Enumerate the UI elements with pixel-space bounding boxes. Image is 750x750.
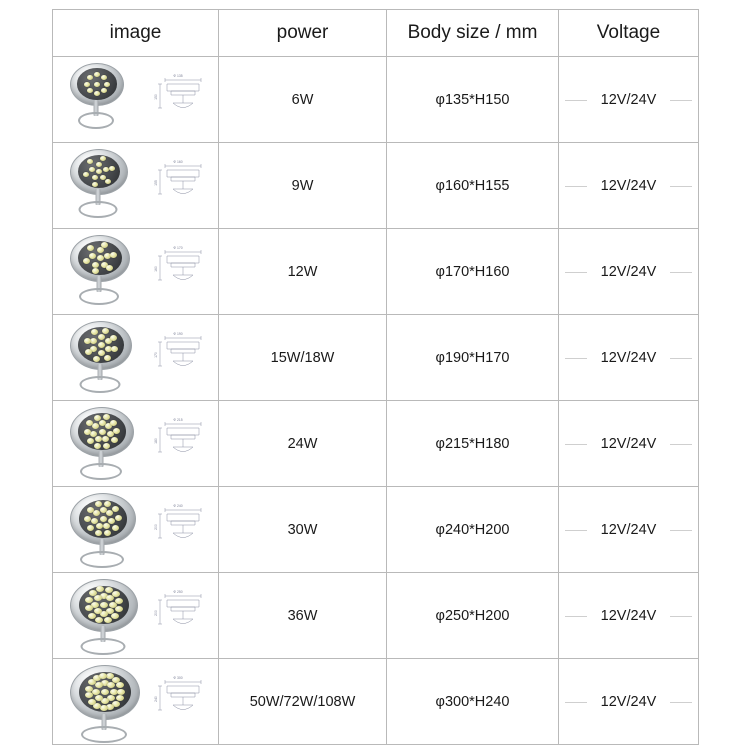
- led-dot: [115, 598, 123, 604]
- svg-text:Φ 215: Φ 215: [173, 417, 183, 422]
- led-dot: [112, 591, 120, 597]
- led-array: [71, 666, 139, 719]
- led-dot: [106, 265, 113, 271]
- product-spec-table: [52, 9, 699, 745]
- led-dot: [90, 338, 97, 344]
- led-dot: [97, 255, 104, 261]
- voltage-cell: [559, 315, 699, 401]
- led-dot: [101, 689, 109, 695]
- column-header-power: power: [219, 10, 387, 57]
- underwater-lamp-photo: [63, 663, 145, 741]
- led-array: [71, 322, 131, 369]
- led-dot: [96, 523, 103, 529]
- product-image-cell: [53, 315, 219, 401]
- led-array: [71, 580, 137, 631]
- svg-text:Φ 300: Φ 300: [173, 675, 183, 680]
- lamp-head: [70, 579, 138, 632]
- led-dot: [95, 617, 103, 623]
- led-dot: [93, 356, 100, 362]
- led-dot: [85, 349, 92, 355]
- led-dot: [111, 346, 118, 352]
- underwater-lamp-photo: [63, 319, 137, 397]
- body-size-cell: φ160*H155: [387, 143, 559, 229]
- column-header-voltage: Voltage: [559, 10, 699, 57]
- svg-text:200: 200: [154, 523, 158, 530]
- voltage-cell: [559, 401, 699, 487]
- svg-text:Φ 135: Φ 135: [173, 73, 183, 78]
- led-dot: [115, 606, 123, 612]
- led-dot: [104, 501, 111, 507]
- led-dot: [102, 436, 109, 442]
- underwater-lamp-photo: [63, 491, 141, 569]
- led-dot: [94, 72, 100, 77]
- led-dot: [92, 175, 98, 180]
- led-dot: [87, 525, 94, 531]
- led-dot: [94, 91, 100, 96]
- power-cell: 15W/18W: [219, 315, 387, 401]
- svg-text:150: 150: [154, 93, 158, 100]
- lamp-head: [70, 407, 134, 457]
- body-size-cell: φ170*H160: [387, 229, 559, 315]
- underwater-lamp-photo: [63, 233, 135, 311]
- led-dot: [102, 328, 109, 334]
- power-cell: 6W: [219, 57, 387, 143]
- body-size-cell: φ190*H170: [387, 315, 559, 401]
- led-dot: [104, 355, 111, 361]
- led-dot: [104, 617, 112, 623]
- lamp-base-ring: [80, 463, 122, 480]
- column-header-image: image: [53, 10, 219, 57]
- power-cell: 12W: [219, 229, 387, 315]
- led-dot: [95, 682, 103, 688]
- led-dot: [101, 242, 108, 248]
- led-dot: [104, 82, 110, 87]
- led-dot: [83, 258, 90, 264]
- led-dot: [83, 172, 89, 177]
- led-dot: [103, 414, 110, 420]
- underwater-lamp-photo: [63, 147, 133, 225]
- led-dot: [103, 443, 110, 449]
- power-cell: 9W: [219, 143, 387, 229]
- dimension-drawing: [151, 672, 213, 732]
- voltage-value: 12V/24V: [591, 178, 667, 194]
- led-dot: [110, 420, 117, 426]
- led-dot: [87, 88, 93, 93]
- led-dot: [116, 682, 124, 688]
- svg-text:Φ 240: Φ 240: [173, 503, 183, 508]
- table-row: [53, 401, 699, 487]
- underwater-lamp-photo: [63, 61, 129, 139]
- svg-text:Φ 160: Φ 160: [173, 159, 183, 164]
- voltage-cell: [559, 659, 699, 745]
- led-dot: [115, 515, 122, 521]
- power-cell: 36W: [219, 573, 387, 659]
- body-size-cell: φ300*H240: [387, 659, 559, 745]
- led-array: [71, 494, 135, 544]
- led-dot: [103, 523, 110, 529]
- dimension-drawing: [151, 70, 213, 130]
- led-dot: [105, 587, 113, 593]
- led-dot: [89, 253, 96, 259]
- led-dot: [100, 516, 107, 522]
- voltage-value: 12V/24V: [591, 608, 667, 624]
- lamp-base-ring: [81, 726, 127, 743]
- voltage-value: 12V/24V: [591, 694, 667, 710]
- led-dot: [112, 525, 119, 531]
- table-row: [53, 143, 699, 229]
- voltage-cell: [559, 229, 699, 315]
- led-dot: [88, 679, 96, 685]
- lamp-base-ring: [79, 288, 119, 305]
- led-dot: [96, 162, 102, 167]
- led-dot: [105, 179, 111, 184]
- voltage-value: 12V/24V: [591, 350, 667, 366]
- voltage-cell: [559, 573, 699, 659]
- product-image-cell: [53, 487, 219, 573]
- dimension-drawing: [151, 414, 213, 474]
- led-array: [71, 408, 133, 456]
- led-dot: [111, 613, 119, 619]
- svg-text:160: 160: [154, 265, 158, 272]
- led-dot: [110, 252, 117, 258]
- table-row: [53, 573, 699, 659]
- power-cell: 50W/72W/108W: [219, 659, 387, 745]
- table-row: [53, 315, 699, 401]
- led-dot: [100, 156, 106, 161]
- dimension-drawing: [151, 242, 213, 302]
- product-image-cell: [53, 659, 219, 745]
- product-image-cell: [53, 401, 219, 487]
- led-dot: [94, 82, 100, 87]
- led-dot: [99, 429, 106, 435]
- lamp-base-ring: [81, 638, 126, 655]
- voltage-value: 12V/24V: [591, 92, 667, 108]
- led-dot: [94, 443, 101, 449]
- lamp-head: [70, 321, 132, 370]
- lamp-head: [70, 493, 136, 545]
- led-dot: [112, 506, 119, 512]
- led-dot: [88, 699, 96, 705]
- led-dot: [110, 335, 117, 341]
- led-dot: [89, 167, 95, 172]
- product-image-cell: [53, 57, 219, 143]
- underwater-lamp-photo: [63, 405, 139, 483]
- voltage-value: 12V/24V: [591, 436, 667, 452]
- led-dot: [92, 182, 98, 187]
- led-dot: [87, 245, 94, 251]
- led-dot: [85, 597, 93, 603]
- voltage-value: 12V/24V: [591, 522, 667, 538]
- led-dot: [101, 75, 107, 80]
- led-dot: [95, 436, 102, 442]
- body-size-cell: φ215*H180: [387, 401, 559, 487]
- led-dot: [94, 415, 101, 421]
- led-array: [71, 64, 123, 105]
- svg-text:155: 155: [154, 179, 158, 186]
- led-dot: [109, 166, 115, 171]
- led-dot: [111, 437, 118, 443]
- body-size-cell: φ250*H200: [387, 573, 559, 659]
- led-dot: [95, 501, 102, 507]
- lamp-base-ring: [80, 376, 121, 393]
- led-dot: [104, 530, 111, 536]
- dimension-drawing: [151, 156, 213, 216]
- led-dot: [107, 682, 115, 688]
- svg-text:240: 240: [154, 695, 158, 702]
- led-dot: [92, 689, 100, 695]
- lamp-base-ring: [78, 112, 114, 129]
- dimension-drawing: [151, 500, 213, 560]
- led-dot: [96, 169, 102, 174]
- led-array: [71, 236, 129, 281]
- led-dot: [96, 586, 104, 592]
- led-dot: [92, 268, 99, 274]
- voltage-value: 12V/24V: [591, 264, 667, 280]
- dimension-drawing: [151, 586, 213, 646]
- product-image-cell: [53, 573, 219, 659]
- led-dot: [87, 159, 93, 164]
- power-cell: 24W: [219, 401, 387, 487]
- underwater-lamp-photo: [63, 577, 143, 655]
- table-row: [53, 659, 699, 745]
- led-dot: [91, 518, 98, 524]
- led-dot: [98, 342, 105, 348]
- column-header-body-size: Body size / mm: [387, 10, 559, 57]
- led-dot: [100, 602, 108, 608]
- led-array: [71, 150, 127, 194]
- lamp-head: [70, 665, 140, 720]
- body-size-cell: φ135*H150: [387, 57, 559, 143]
- voltage-cell: [559, 57, 699, 143]
- body-size-cell: φ240*H200: [387, 487, 559, 573]
- table-row: [53, 229, 699, 315]
- led-dot: [95, 530, 102, 536]
- voltage-cell: [559, 143, 699, 229]
- voltage-cell: [559, 487, 699, 573]
- dimension-drawing: [151, 328, 213, 388]
- svg-text:Φ 250: Φ 250: [173, 589, 183, 594]
- svg-text:170: 170: [154, 351, 158, 358]
- svg-text:Φ 190: Φ 190: [173, 331, 183, 336]
- power-cell: 30W: [219, 487, 387, 573]
- svg-text:180: 180: [154, 437, 158, 444]
- table-header-row: [53, 10, 699, 57]
- lamp-base-ring: [80, 551, 124, 568]
- led-dot: [87, 75, 93, 80]
- product-image-cell: [53, 229, 219, 315]
- led-dot: [97, 247, 104, 253]
- svg-text:Φ 170: Φ 170: [173, 245, 183, 250]
- led-dot: [101, 88, 107, 93]
- table-body: [53, 57, 699, 745]
- led-dot: [108, 518, 115, 524]
- led-dot: [90, 431, 97, 437]
- led-dot: [86, 420, 93, 426]
- svg-text:200: 200: [154, 609, 158, 616]
- led-dot: [87, 438, 94, 444]
- product-image-cell: [53, 143, 219, 229]
- led-dot: [84, 82, 90, 87]
- led-dot: [91, 329, 98, 335]
- led-dot: [93, 510, 100, 516]
- led-dot: [85, 605, 93, 611]
- led-dot: [113, 428, 120, 434]
- lamp-base-ring: [79, 201, 118, 218]
- table-row: [53, 57, 699, 143]
- led-dot: [94, 595, 102, 601]
- led-dot: [85, 692, 93, 698]
- lamp-head: [70, 235, 130, 282]
- led-dot: [92, 423, 99, 429]
- led-dot: [92, 262, 99, 268]
- led-dot: [98, 334, 105, 340]
- led-dot: [117, 689, 125, 695]
- table-row: [53, 487, 699, 573]
